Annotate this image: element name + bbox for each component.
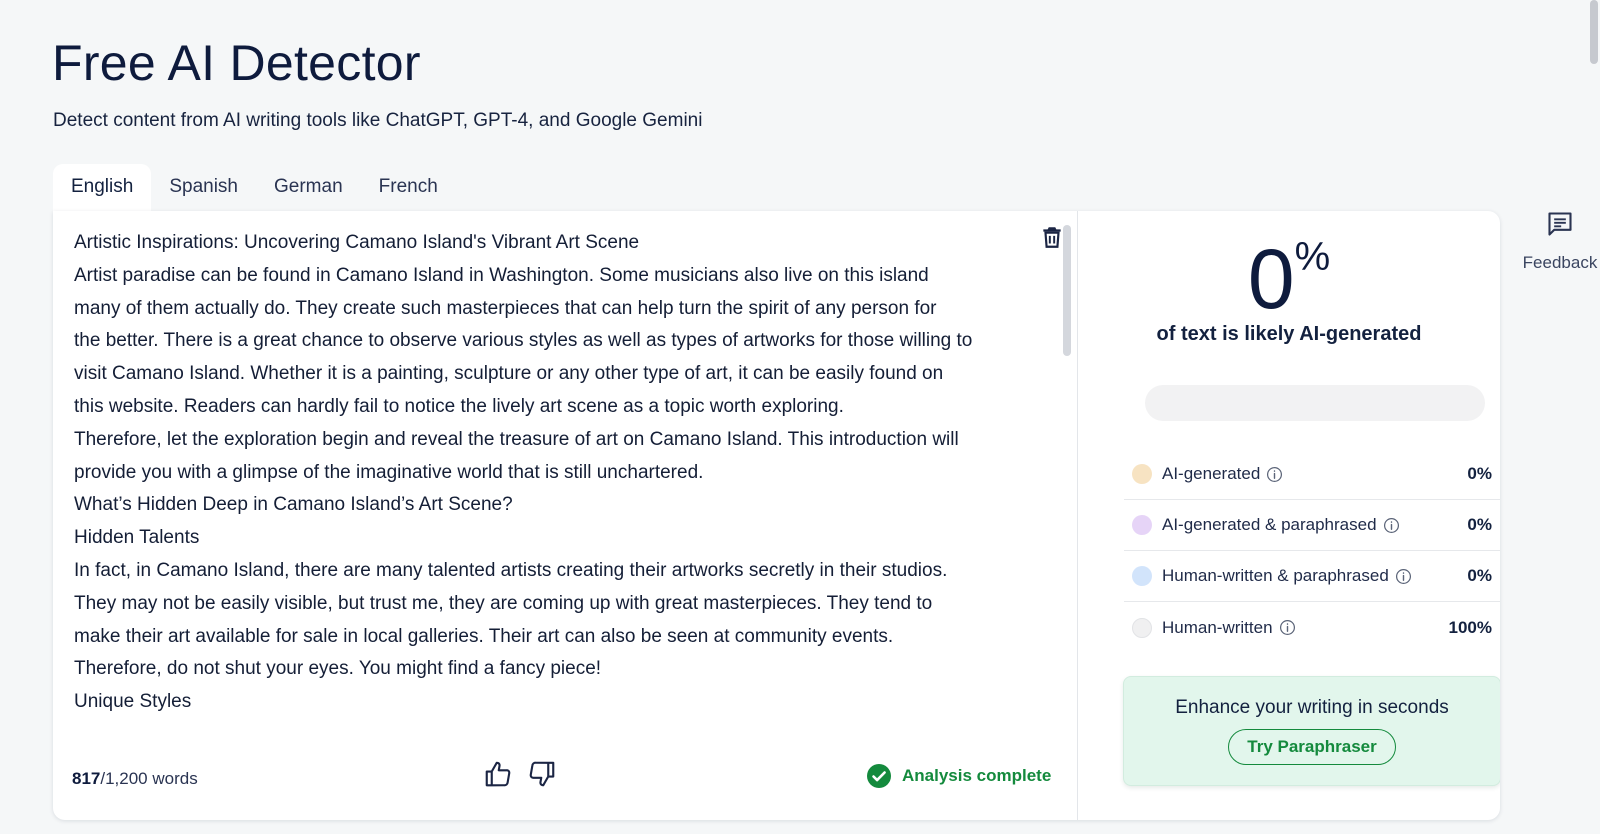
text-line: the better. There is a great chance to observe various styles as well as types of artworks for those willing to xyxy=(74,330,973,352)
text-line: make their art available for sale in local galleries. Their art can also be seen at community events. xyxy=(74,625,894,647)
text-line: Hidden Talents xyxy=(74,527,200,549)
breakdown-list xyxy=(1124,449,1500,653)
page-scrollbar[interactable] xyxy=(1590,0,1598,64)
results-panel xyxy=(1078,211,1500,820)
ai-percentage xyxy=(1078,229,1500,329)
text-line: In fact, in Camano Island, there are many talented artists creating their artworks secretly in their studios. xyxy=(74,559,948,581)
text-line: provide you with a glimpse of the imaginative world that is still unchartered. xyxy=(74,461,704,483)
info-icon[interactable] xyxy=(1266,466,1283,483)
text-editor xyxy=(53,211,1077,820)
ai-percentage-caption: of text is likely AI-generated xyxy=(1156,323,1422,345)
text-line: Artistic Inspirations: Uncovering Camano Island's Vibrant Art Scene xyxy=(74,232,640,253)
thumbs-up-icon[interactable] xyxy=(483,759,517,793)
word-count-current: 817 xyxy=(72,769,101,788)
page-title: Free AI Detector xyxy=(52,35,421,91)
info-icon[interactable] xyxy=(1383,517,1400,534)
info-icon[interactable] xyxy=(1279,619,1296,636)
text-line: visit Camano Island. Whether it is a painting, sculpture or any other type of art, it can be easily found on xyxy=(74,363,944,385)
check-circle-icon xyxy=(866,763,892,789)
trash-icon[interactable] xyxy=(1039,223,1065,251)
editor-scrollbar[interactable] xyxy=(1063,225,1071,715)
tab-french[interactable]: French xyxy=(378,176,438,197)
breakdown-value: 0% xyxy=(1467,464,1492,483)
text-line: Unique Styles xyxy=(74,691,192,713)
breakdown-label: AI-generated & paraphrased xyxy=(1162,515,1377,534)
analysis-status xyxy=(866,763,1051,789)
word-count-limit: /1,200 words xyxy=(100,769,198,788)
feedback-icon xyxy=(1546,210,1574,238)
legend-dot xyxy=(1132,464,1152,484)
text-line: Therefore, let the exploration begin and reveal the treasure of art on Camano Island. This introduction will xyxy=(74,428,959,450)
breakdown-label: Human-written xyxy=(1162,617,1273,637)
editor-scroll-thumb[interactable] xyxy=(1063,225,1071,356)
promo-text: Enhance your writing in seconds xyxy=(1175,697,1449,718)
text-input-area[interactable] xyxy=(74,227,1074,728)
tab-spanish[interactable]: Spanish xyxy=(169,176,238,197)
feedback-button[interactable] xyxy=(1519,210,1600,273)
breakdown-row-ai-generated xyxy=(1124,449,1500,500)
detector-panel xyxy=(53,211,1500,820)
thumbs-down-icon[interactable] xyxy=(527,759,561,793)
info-icon[interactable] xyxy=(1395,568,1412,585)
ai-meter-bar xyxy=(1145,385,1485,421)
breakdown-value: 0% xyxy=(1467,566,1492,585)
text-line: Therefore, do not shut your eyes. You might find a fancy piece! xyxy=(74,658,602,680)
breakdown-value: 100% xyxy=(1448,617,1492,637)
tab-english[interactable]: English xyxy=(53,164,151,212)
page-subtitle: Detect content from AI writing tools like ChatGPT, GPT-4, and Google Gemini xyxy=(53,110,703,131)
text-line: What’s Hidden Deep in Camano Island’s Art Scene? xyxy=(74,494,513,516)
language-tabs xyxy=(53,164,456,212)
breakdown-row-human-paraphrased xyxy=(1124,551,1500,602)
breakdown-label: AI-generated xyxy=(1162,464,1261,483)
text-line: many of them actually do. They create such masterpieces that can help turn the spirit of any person for xyxy=(74,297,937,319)
text-line: They may not be easily visible, but trust me, they are coming up with great masterpieces. They tend to xyxy=(74,592,933,614)
analysis-status-text: Analysis complete xyxy=(902,766,1052,785)
tab-german[interactable]: German xyxy=(274,176,343,197)
editor-footer xyxy=(53,749,1077,809)
legend-dot xyxy=(1132,618,1152,638)
word-count xyxy=(72,769,198,789)
legend-dot xyxy=(1132,515,1152,535)
ai-percentage-value: 0 xyxy=(1247,232,1295,326)
breakdown-row-ai-paraphrased xyxy=(1124,500,1500,551)
breakdown-row-human-written xyxy=(1124,602,1500,653)
ai-percentage-sign: % xyxy=(1294,235,1331,279)
try-paraphraser-button[interactable]: Try Paraphraser xyxy=(1228,729,1395,765)
breakdown-label: Human-written & paraphrased xyxy=(1162,566,1389,585)
feedback-label: Feedback xyxy=(1522,253,1598,272)
paraphraser-promo xyxy=(1123,676,1500,786)
legend-dot xyxy=(1132,566,1152,586)
text-line: this website. Readers can hardly fail to notice the lively art scene as a topic worth exploring. xyxy=(74,395,844,417)
text-line: Artist paradise can be found in Camano Island in Washington. Some musicians also live on this island xyxy=(74,264,929,286)
breakdown-value: 0% xyxy=(1467,515,1492,534)
